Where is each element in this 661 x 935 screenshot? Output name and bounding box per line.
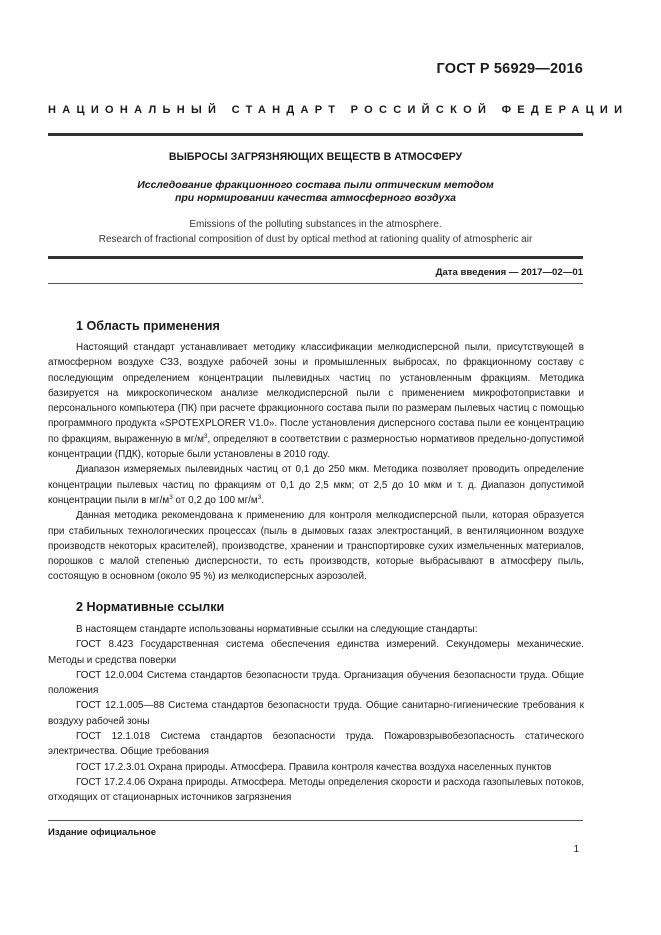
section-1-heading: 1 Область применения <box>76 319 220 333</box>
section-1-body <box>48 340 584 585</box>
introduction-date: Дата введения — 2017—02—01 <box>435 267 583 278</box>
english-title-line: Emissions of the polluting substances in the atmosphere. <box>189 219 442 230</box>
header-rule <box>48 133 583 136</box>
title-rule <box>48 256 583 259</box>
footer-rule <box>48 820 583 821</box>
reference-item: ГОСТ 12.1.018 Система стандартов безопасности труда. Пожаровзрывобезопасность статического электричества. Общие требования <box>48 731 584 758</box>
section-2-heading: 2 Нормативные ссылки <box>76 600 225 614</box>
paragraph: Данная методика рекомендована к применению для контроля мелкодисперсной пыли, которая образуется при стабильных технологических процессах (пыль в дымовых газах электростанций, в вентиляционном воздухе производств некоторых красителей), производстве, хранении и транспортировке сухих измельченных материалов, порошков с малой степенью дисперсности, то есть производств, которые выбрасывают в атмосферу пыль, состоящую в основном (около 95 %) из мелкодисперсных аэрозолей. <box>48 510 584 583</box>
page-number: 1 <box>573 844 579 855</box>
subtitle-line: при нормировании качества атмосферного воздуха <box>174 192 457 204</box>
section-2-body <box>48 622 584 806</box>
references-intro: В настоящем стандарте использованы нормативные ссылки на следующие стандарты: <box>76 624 478 635</box>
document-subtitle <box>48 179 583 205</box>
paragraph: Диапазон измеряемых пылевидных частиц от 0,1 до 250 мкм. Методика позволяет проводить определение концентрации пылевых частиц по фракциям от 0,1 до 2,5 мкм; от 2,5 до 10 мкм и т. д. Диапазон допустимой концентрации пыли в $мг/м^3$ от 0,2 до 100 $мг/м^3$. <box>48 464 584 506</box>
date-rule <box>48 283 583 284</box>
official-edition-label: Издание официальное <box>48 827 156 838</box>
reference-item: ГОСТ 8.423 Государственная система обеспечения единства измерений. Секундомеры механические. Методы и средства поверки <box>48 639 584 666</box>
english-title-line: Research of fractional composition of dust by optical method at rationing quality of atmospheric air <box>98 233 533 245</box>
document-title: ВЫБРОСЫ ЗАГРЯЗНЯЮЩИХ ВЕЩЕСТВ В АТМОСФЕРУ <box>168 151 463 163</box>
reference-item: ГОСТ 12.0.004 Система стандартов безопасности труда. Организация обучения безопасности труда. Общие положения <box>48 669 584 697</box>
paragraph: Настоящий стандарт устанавливает методику классификации мелкодисперсной пыли, присутствующей в атмосферном воздухе СЗЗ, воздухе рабочей зоны и промышленных выбросах, по фракционному составу с последующим определением концентрации пылевидных частиц по установленным фракциям. Методика базируется на микроскопическом анализе мелкодисперсной пыли с применением микрофотоприставки и персонального компьютера (ПК) при расчете фракционного состава пыли по размерам пылевых частиц с помощью программного продукта «SPOTEXPLORER V1.0». После установления дисперсного состава пыли ее концентрацию по фракциям, выраженную в $мг/м^3$, определяют в соответствии с размерностью нормативов предельно-допустимой концентрации (ПДК), которые были установлены в 2010 году. <box>48 342 584 461</box>
reference-item: ГОСТ 17.2.3.01 Охрана природы. Атмосфера. Правила контроля качества воздуха населенных пунктов <box>76 761 552 773</box>
national-standard-banner: НАЦИОНАЛЬНЫЙ СТАНДАРТ РОССИЙСКОЙ ФЕДЕРАЦИИ <box>48 104 629 116</box>
english-title <box>40 218 591 247</box>
subtitle-line: Исследование фракционного состава пыли оптическим методом <box>137 179 494 191</box>
reference-item: ГОСТ 12.1.005—88 Система стандартов безопасности труда. Общие санитарно-гигиенические требования к воздуху рабочей зоны <box>48 700 584 727</box>
document-number: ГОСТ Р 56929—2016 <box>436 61 583 77</box>
reference-item: ГОСТ 17.2.4.06 Охрана природы. Атмосфера. Методы определения скорости и расхода газопылевых потоков, отходящих от стационарных источников загрязнения <box>48 776 584 804</box>
